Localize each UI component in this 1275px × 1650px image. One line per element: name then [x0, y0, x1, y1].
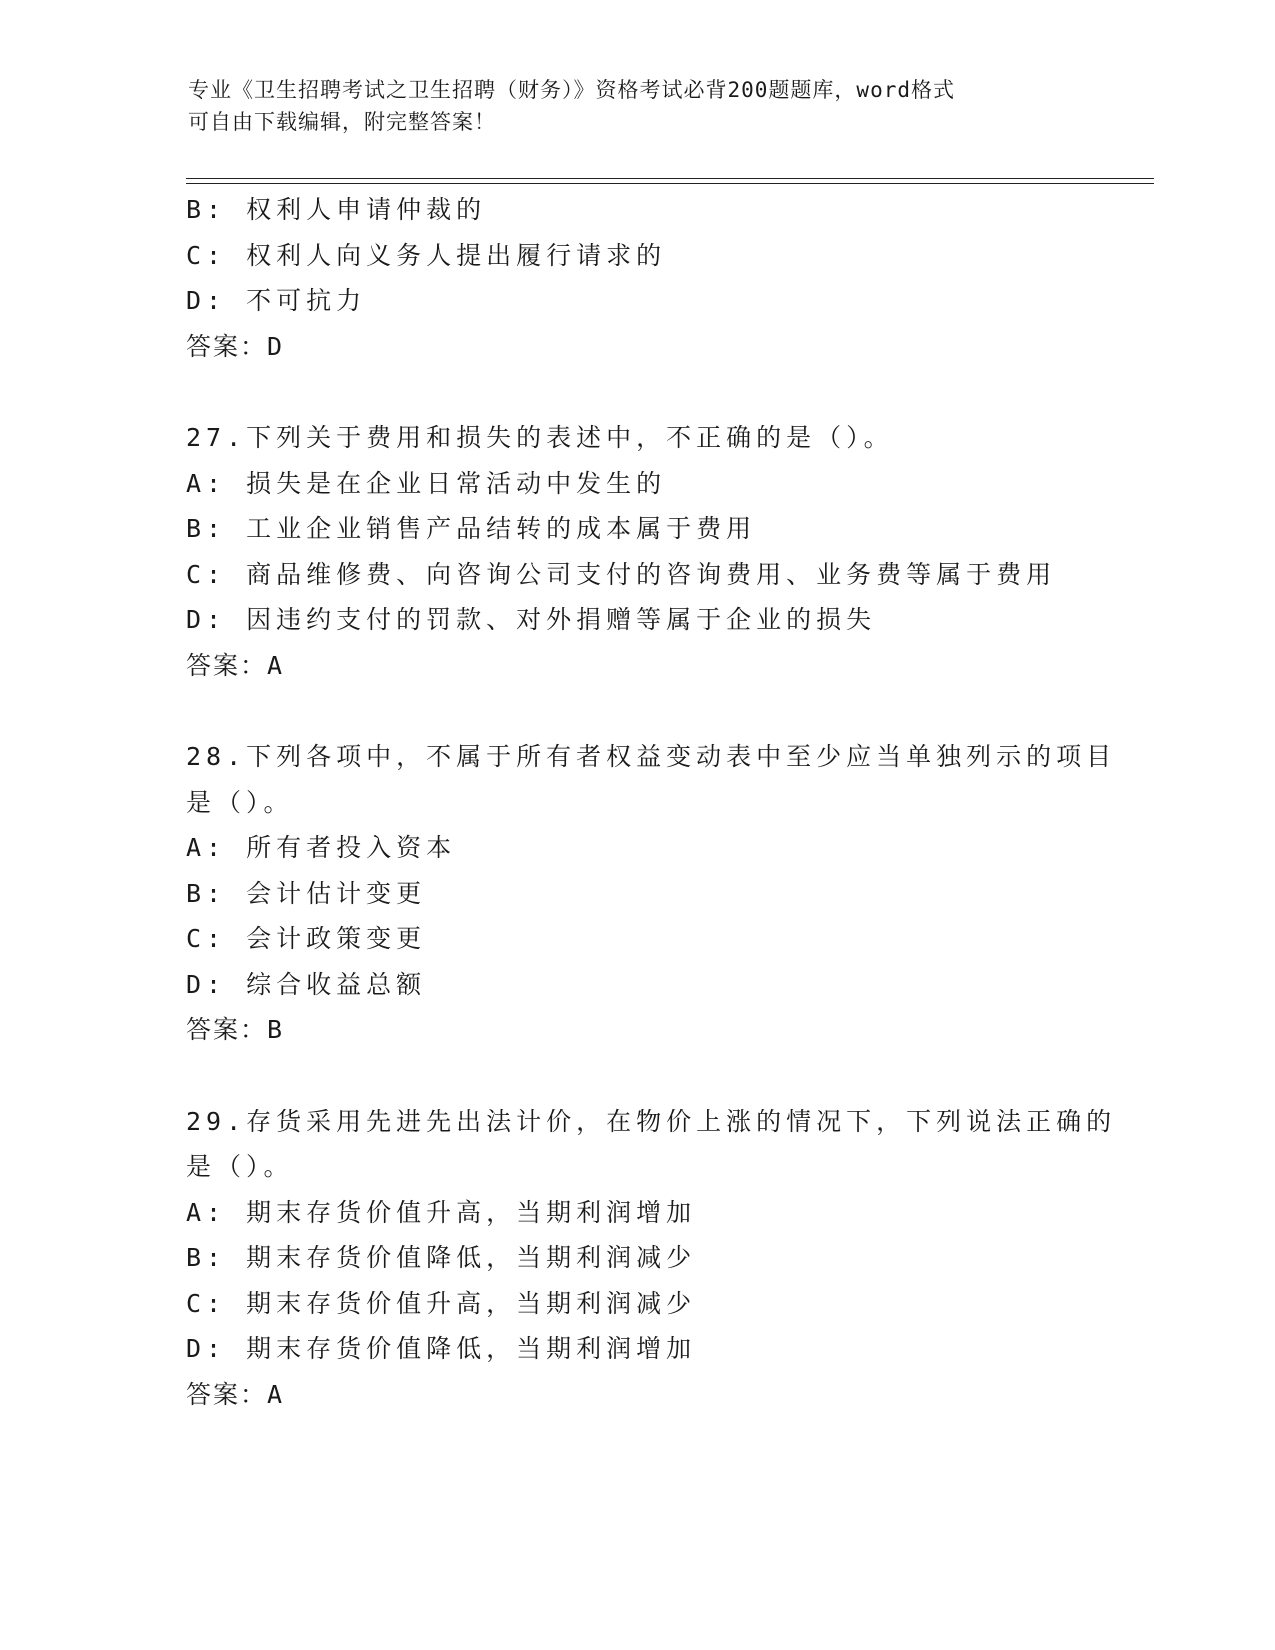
option-text: 综合收益总额	[246, 969, 427, 999]
option-text: 期末存货价值升高，当期利润增加	[246, 1197, 697, 1227]
option-text: 工业企业销售产品结转的成本属于费用	[246, 514, 757, 543]
option-text: 损失是在企业日常活动中发生的	[246, 468, 667, 498]
header-divider-top	[186, 178, 1154, 179]
option-key: A:	[186, 468, 227, 498]
option-text: 商品维修费、向咨询公司支付的咨询费用、业务费等属于费用	[246, 559, 1057, 589]
answer-line: 答案：B	[186, 1015, 285, 1044]
answer-line: 答案：A	[186, 1379, 285, 1409]
option-text: 所有者投入资本	[246, 833, 457, 862]
option-d	[186, 962, 1106, 1008]
option-c	[186, 916, 1106, 962]
question-29	[186, 1099, 1117, 1418]
option-a	[186, 825, 1106, 871]
option-key: B:	[186, 878, 227, 908]
option-b	[186, 187, 1106, 233]
option-text: 权利人申请仲裁的	[246, 195, 487, 224]
option-b	[186, 871, 1106, 917]
option-key: D:	[186, 1334, 227, 1363]
option-b	[186, 1235, 1106, 1281]
option-key: D:	[186, 605, 227, 634]
question-27	[186, 415, 1106, 688]
option-text: 因违约支付的罚款、对外捐赠等属于企业的损失	[246, 605, 877, 634]
option-text: 会计政策变更	[246, 924, 427, 953]
question-stem-continued: 是（）。	[186, 787, 294, 817]
document-header	[188, 74, 1088, 138]
question-stem: 27.下列关于费用和损失的表述中，不正确的是（）。	[186, 423, 894, 452]
option-text: 权利人向义务人提出履行请求的	[246, 240, 667, 270]
option-c	[186, 233, 1106, 279]
header-line-2: 可自由下载编辑，附完整答案！	[188, 110, 496, 134]
option-d	[186, 597, 1106, 643]
option-key: C:	[186, 924, 227, 953]
question-28	[186, 734, 1117, 1053]
answer-line: 答案：A	[186, 650, 285, 680]
option-key: B:	[186, 514, 227, 543]
option-c	[186, 1281, 1106, 1327]
question-stem: 28.下列各项中，不属于所有者权益变动表中至少应当单独列示的项目	[186, 742, 1117, 771]
option-key: D:	[186, 286, 227, 315]
option-key: C:	[186, 1288, 227, 1318]
option-d	[186, 278, 1106, 324]
option-a	[186, 1190, 1106, 1236]
option-text: 不可抗力	[246, 286, 367, 315]
option-key: D:	[186, 969, 227, 999]
header-divider-bottom	[186, 183, 1154, 184]
option-c	[186, 552, 1106, 598]
header-line-1: 专业《卫生招聘考试之卫生招聘（财务）》资格考试必背200题题库，word格式	[188, 78, 955, 102]
option-key: C:	[186, 240, 227, 270]
option-a	[186, 461, 1106, 507]
question-stem: 29.存货采用先进先出法计价，在物价上涨的情况下，下列说法正确的	[186, 1106, 1117, 1136]
option-text: 期末存货价值降低，当期利润减少	[246, 1243, 697, 1272]
option-text: 期末存货价值升高，当期利润减少	[246, 1288, 697, 1318]
option-key: B:	[186, 1243, 227, 1272]
question-stem-continued: 是（）。	[186, 1152, 294, 1181]
partial-question	[186, 187, 1106, 369]
option-b	[186, 506, 1106, 552]
option-key: B:	[186, 195, 227, 224]
option-key: A:	[186, 1197, 227, 1227]
option-d	[186, 1326, 1106, 1372]
option-key: C:	[186, 559, 227, 589]
answer-line: 答案：D	[186, 331, 285, 361]
option-key: A:	[186, 833, 227, 862]
option-text: 会计估计变更	[246, 878, 427, 908]
question-content	[186, 187, 1117, 1417]
option-text: 期末存货价值降低，当期利润增加	[246, 1334, 697, 1363]
